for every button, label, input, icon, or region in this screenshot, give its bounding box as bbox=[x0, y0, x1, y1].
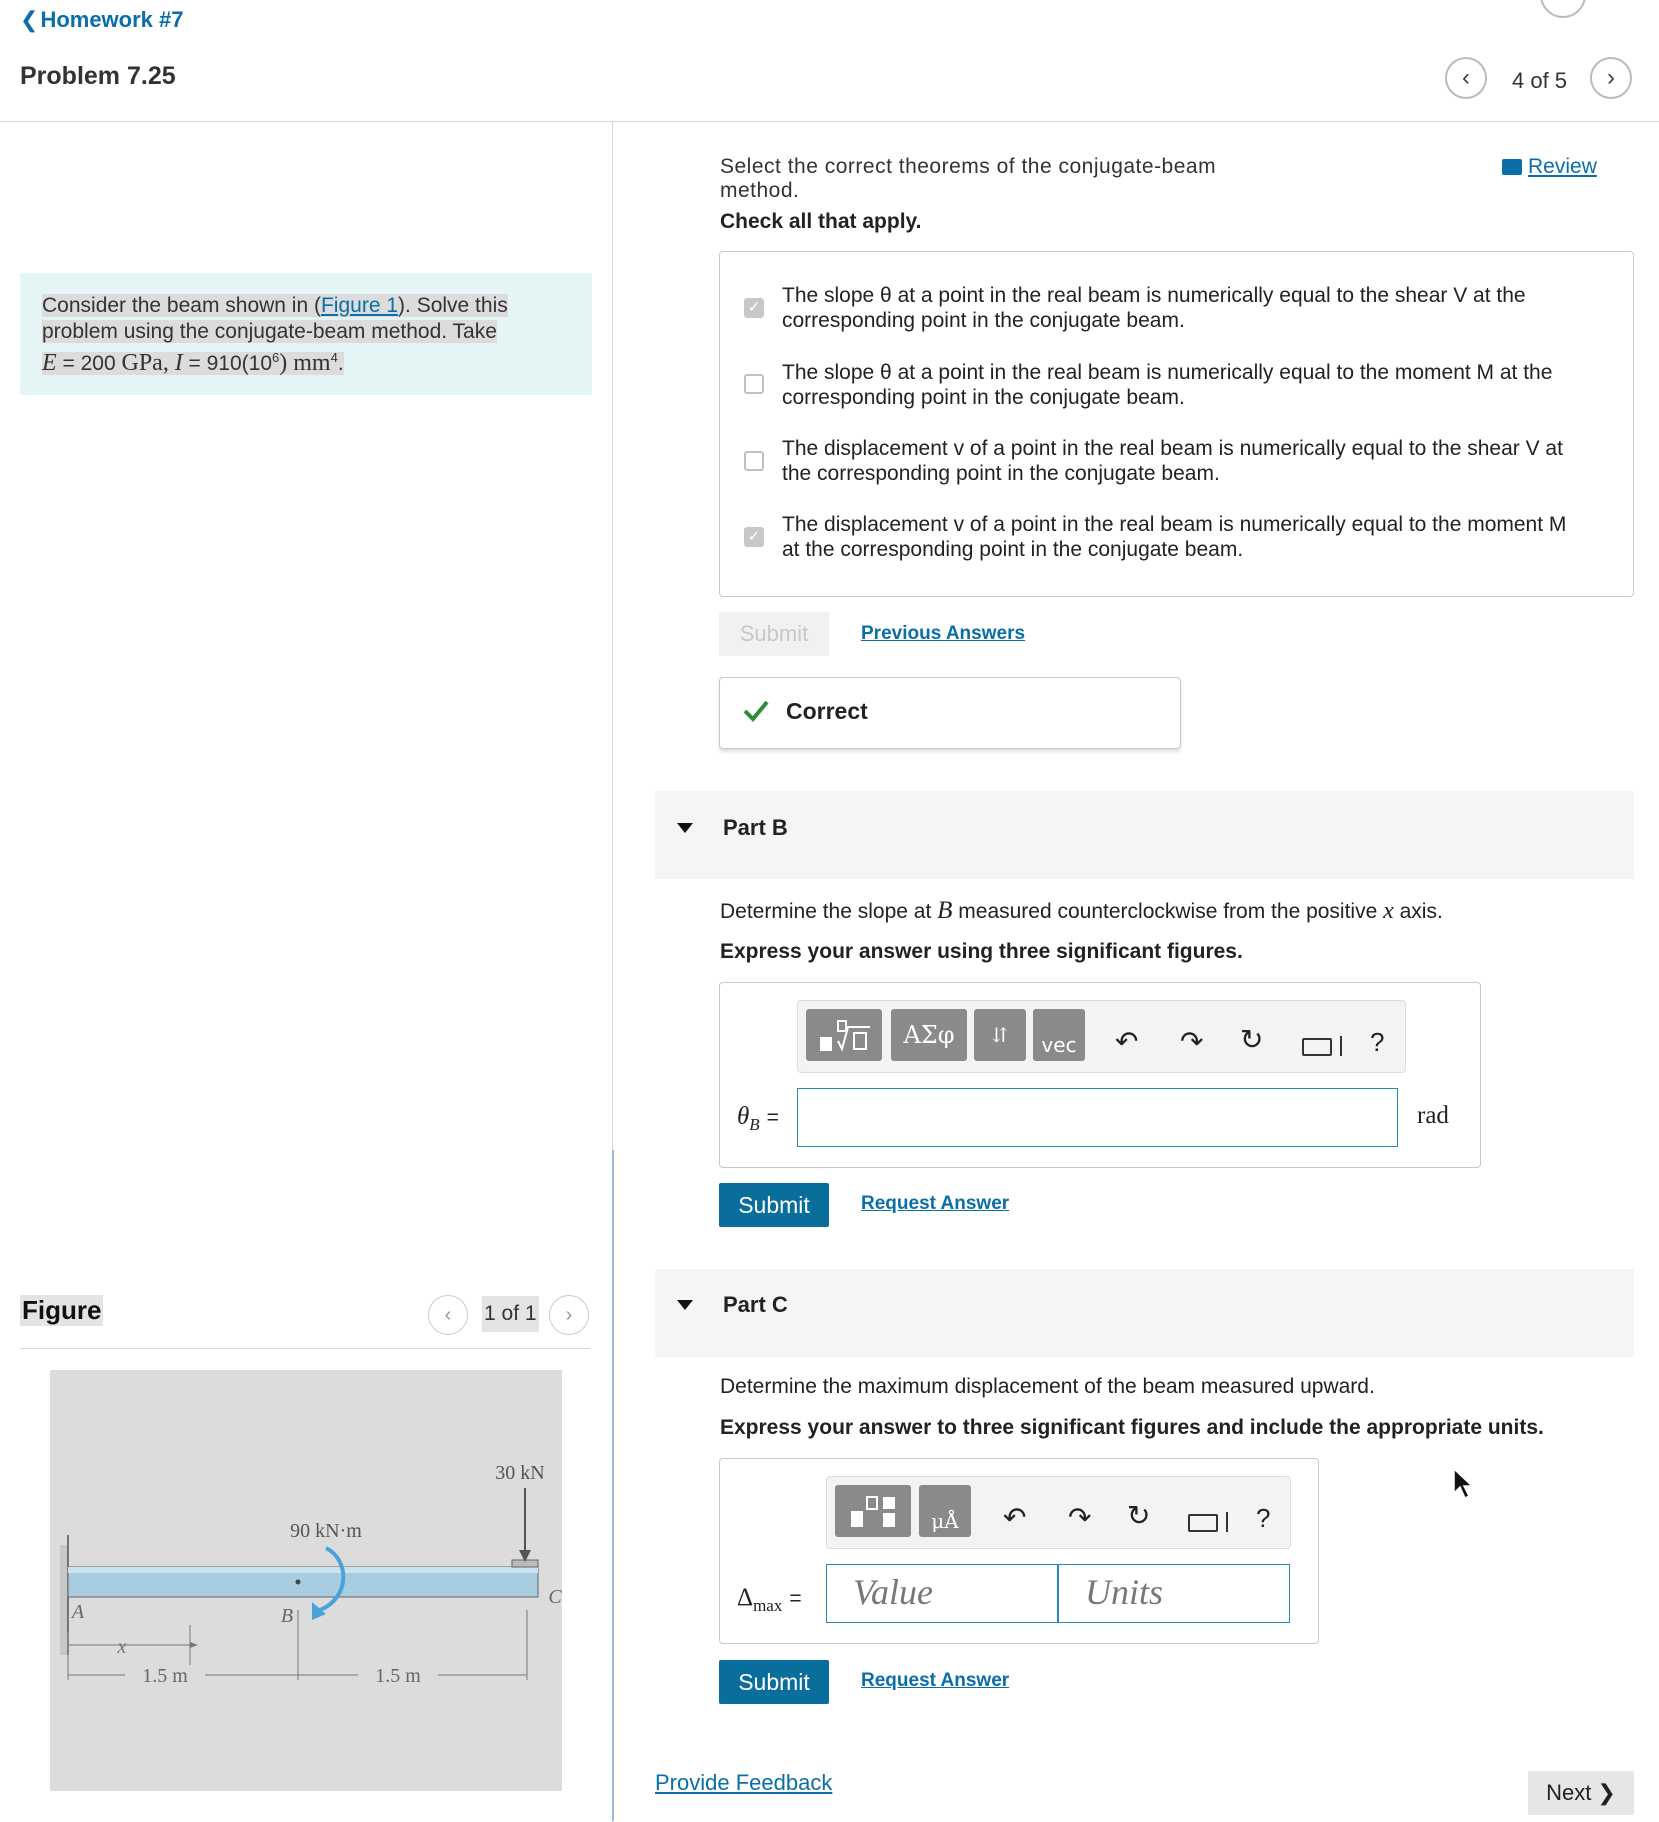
undo-icon[interactable]: ↶ bbox=[1003, 1502, 1027, 1533]
greek-symbols-button[interactable]: ΑΣφ bbox=[891, 1009, 967, 1061]
figure-previous-button[interactable] bbox=[428, 1295, 468, 1335]
header-divider bbox=[0, 121, 1659, 122]
chevron-left-icon: ❮ bbox=[20, 7, 39, 32]
units-placeholder: Units bbox=[1085, 1572, 1164, 1612]
chevron-left-icon: ‹ bbox=[444, 1303, 452, 1326]
part-c-question: Determine the maximum displacement of the beam measured upward. bbox=[720, 1375, 1375, 1398]
reset-icon[interactable]: ↻ bbox=[1240, 1024, 1264, 1055]
figure-divider bbox=[20, 1348, 590, 1349]
part-b-request-answer-link[interactable]: Request Answer bbox=[861, 1193, 1010, 1214]
undo-icon[interactable]: ↶ bbox=[1115, 1026, 1139, 1057]
dimension-1-label: 1.5 m bbox=[142, 1665, 188, 1687]
collapse-triangle-icon[interactable] bbox=[677, 823, 693, 833]
option-1-checkbox[interactable] bbox=[744, 298, 764, 318]
previous-problem-button[interactable] bbox=[1445, 57, 1487, 99]
top-partial-circle-icon bbox=[1540, 0, 1586, 18]
templates-icon bbox=[814, 1015, 874, 1055]
check-icon bbox=[742, 696, 770, 724]
dimension-2-label: 1.5 m bbox=[375, 1665, 421, 1687]
book-icon bbox=[1502, 159, 1522, 175]
part-c-request-answer-link[interactable]: Request Answer bbox=[861, 1670, 1010, 1691]
check-all-instruction: Check all that apply. bbox=[720, 210, 922, 233]
chevron-right-icon: › bbox=[1607, 64, 1615, 91]
part-a-prompt-clipped: Select the correct theorems of the conjugate-beam method. bbox=[720, 155, 1217, 202]
figure-pager: 1 of 1 bbox=[482, 1296, 539, 1332]
x-label: x bbox=[117, 1636, 127, 1658]
problem-intro-text: Consider the beam shown in (Figure 1). Solve this problem using the conjugate-beam method. Take E = 200 GPa, $I = 910(10^6)$ $mm^4$. bbox=[42, 294, 508, 376]
moment-arrowhead bbox=[312, 1602, 326, 1620]
provide-feedback-link[interactable]: Provide Feedback bbox=[655, 1770, 833, 1795]
reset-icon[interactable]: ↻ bbox=[1127, 1500, 1151, 1531]
point-a-label: A bbox=[71, 1601, 85, 1623]
point-b-label: B bbox=[280, 1605, 294, 1627]
theta-b-input[interactable] bbox=[797, 1088, 1398, 1147]
part-b-label: Part B bbox=[723, 815, 788, 840]
units-button[interactable]: μÅ bbox=[919, 1485, 971, 1537]
units-input[interactable] bbox=[1058, 1564, 1290, 1623]
problem-title: Problem 7.25 bbox=[20, 62, 176, 90]
force-label: 30 kN bbox=[495, 1462, 545, 1484]
arrows-updown-icon: ⇵ bbox=[991, 1023, 1009, 1047]
point-c-label: C bbox=[548, 1586, 562, 1608]
part-c-header[interactable] bbox=[655, 1269, 1634, 1357]
templates-button[interactable] bbox=[806, 1009, 882, 1061]
part-b-math-toolbar bbox=[797, 1000, 1406, 1073]
option-3-checkbox[interactable] bbox=[744, 451, 764, 471]
figure-next-button[interactable] bbox=[549, 1295, 589, 1335]
help-button[interactable]: ? bbox=[1370, 1027, 1385, 1057]
vector-button[interactable]: vec bbox=[1033, 1009, 1085, 1061]
part-c-instruction: Express your answer to three significant figures and include the appropriate units. bbox=[720, 1416, 1544, 1439]
collapse-triangle-icon[interactable] bbox=[677, 1300, 693, 1310]
templates-icon bbox=[843, 1491, 903, 1531]
option-2-text: The slope θ at a point in the real beam is numerically equal to the moment M at the corresponding point in the conjugate beam. bbox=[782, 361, 1553, 409]
option-1-text: The slope θ at a point in the real beam is numerically equal to the shear V at the corresponding point in the conjugate beam. bbox=[782, 284, 1526, 332]
part-b-submit-button[interactable]: Submit bbox=[719, 1183, 829, 1227]
beam-figure bbox=[50, 1370, 562, 1791]
subscript-superscript-button[interactable] bbox=[974, 1009, 1026, 1061]
keyboard-icon[interactable] bbox=[1302, 1038, 1332, 1056]
unit-rad-label: rad bbox=[1417, 1102, 1449, 1129]
column-divider-accent bbox=[612, 1150, 614, 1821]
keyboard-icon[interactable] bbox=[1188, 1514, 1218, 1532]
back-to-homework-link[interactable]: ❮Homework #7 bbox=[20, 7, 184, 32]
templates-button[interactable] bbox=[835, 1485, 911, 1537]
beam-top-flange bbox=[68, 1567, 538, 1573]
figure-link[interactable]: Figure 1 bbox=[320, 294, 399, 317]
checkmark-icon: ✓ bbox=[747, 528, 761, 545]
keyboard-cursor-icon bbox=[1226, 1512, 1228, 1532]
mouse-cursor-icon bbox=[1452, 1467, 1476, 1501]
point-b-marker bbox=[296, 1580, 301, 1585]
option-2-checkbox[interactable] bbox=[744, 374, 764, 394]
previous-answers-link[interactable]: Previous Answers bbox=[861, 623, 1026, 644]
option-3-text: The displacement v of a point in the real beam is numerically equal to the shear V at the corresponding point in the conjugate beam. bbox=[782, 437, 1563, 485]
help-button[interactable]: ? bbox=[1256, 1503, 1271, 1533]
redo-icon[interactable]: ↷ bbox=[1180, 1026, 1204, 1057]
review-link[interactable]: Review bbox=[1502, 155, 1597, 179]
fixed-support-wall bbox=[60, 1545, 68, 1655]
value-placeholder: Value bbox=[853, 1572, 933, 1612]
theta-b-label: $\theta_B$ = bbox=[737, 1103, 779, 1134]
next-button[interactable]: Next ❯ bbox=[1528, 1771, 1634, 1815]
option-4-checkbox[interactable] bbox=[744, 527, 764, 547]
part-b-question: Determine the slope at B measured counterclockwise from the positive x axis. bbox=[720, 897, 1443, 924]
moment-label: 90 kN·m bbox=[290, 1520, 362, 1542]
chevron-right-icon: › bbox=[565, 1303, 573, 1326]
chevron-right-icon: ❯ bbox=[1597, 1780, 1616, 1805]
part-c-label: Part C bbox=[723, 1292, 788, 1317]
chevron-left-icon: ‹ bbox=[1462, 64, 1470, 91]
part-b-instruction: Express your answer using three significant figures. bbox=[720, 940, 1243, 963]
part-a-submit-button[interactable]: Submit bbox=[719, 612, 829, 656]
correct-label: Correct bbox=[786, 698, 868, 724]
problem-pager: 4 of 5 bbox=[1512, 68, 1568, 93]
figure-heading: Figure bbox=[22, 1295, 102, 1325]
part-b-header[interactable] bbox=[655, 791, 1634, 879]
checkmark-icon: ✓ bbox=[747, 299, 761, 316]
option-4-text: The displacement v of a point in the real beam is numerically equal to the moment M at the corresponding point in the conjugate beam. bbox=[782, 513, 1567, 561]
keyboard-cursor-icon bbox=[1340, 1036, 1342, 1056]
redo-icon[interactable]: ↷ bbox=[1068, 1502, 1092, 1533]
value-input[interactable] bbox=[826, 1564, 1058, 1623]
part-c-submit-button[interactable]: Submit bbox=[719, 1660, 829, 1704]
x-axis-arrowhead bbox=[190, 1642, 198, 1648]
delta-max-label: $\Delta_{max}$ = bbox=[737, 1584, 802, 1615]
next-problem-button[interactable] bbox=[1590, 57, 1632, 99]
